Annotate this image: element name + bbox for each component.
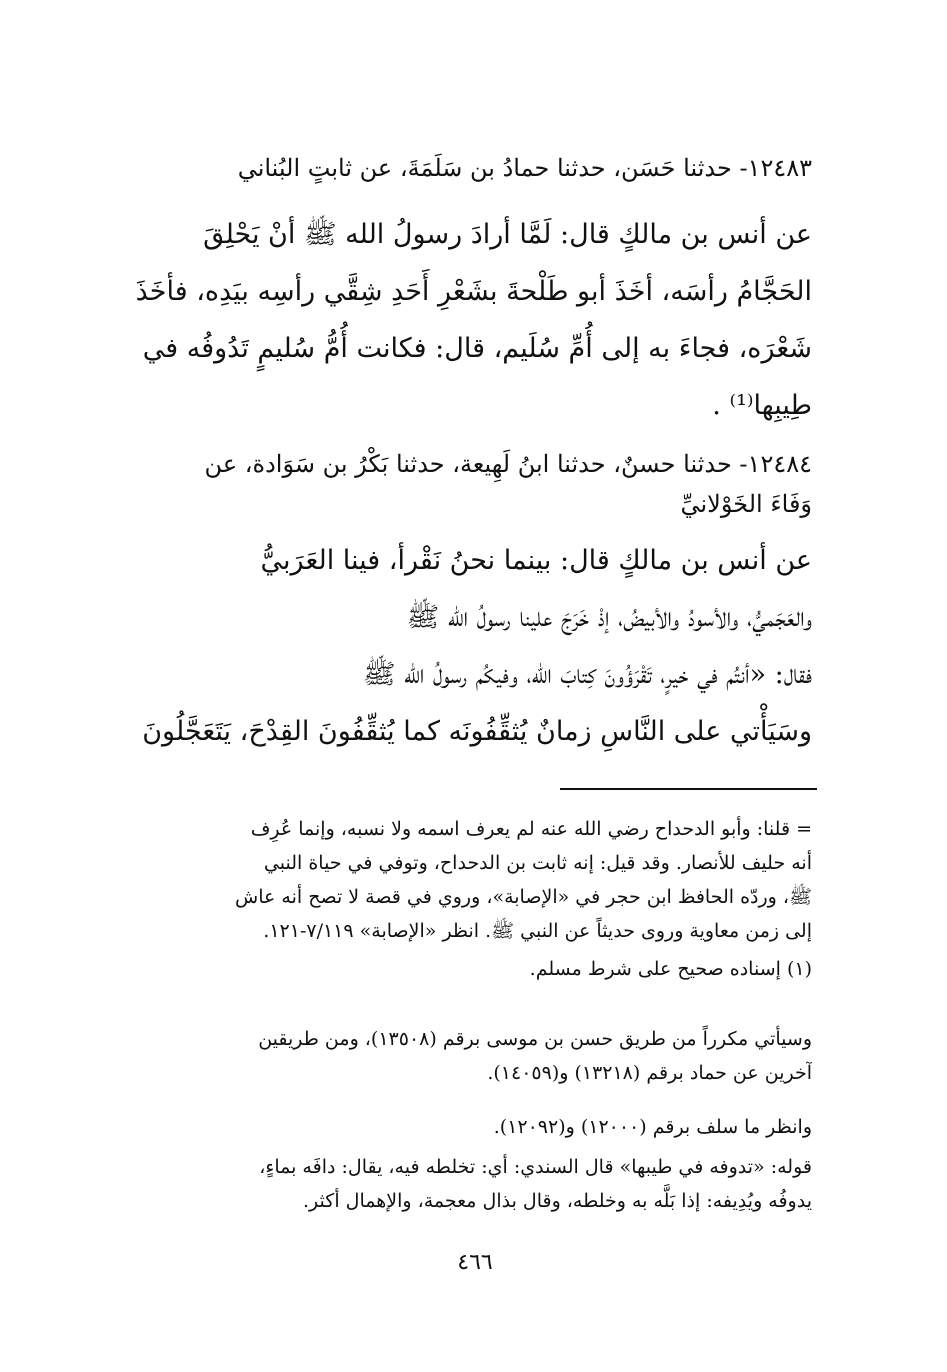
isnad-line: ١٢٤٨٤- حدثنا حسنٌ، حدثنا ابنُ لَهِيعة، حدثنا بَكْرُ بن سَوَادة، عن [204,450,812,478]
matn-line: فقال: «أنتُم في خيرٍ، تَقْرَؤُونَ كِتابَ الله، وفيكُم رسولُ الله ﷺ [362,659,812,690]
footnote-gloss [100,1150,812,1218]
matn-line: طِيبِها⁽¹⁾ . [712,390,812,421]
hadith-12484-isnad [100,444,812,524]
footnote-see-also [100,1110,812,1144]
isnad-line: ١٢٤٨٣- حدثنا حَسَن، حدثنا حمادُ بن سَلَمَةَ، عن ثابتٍ البُناني [237,154,812,182]
isnad-line: وَفَاءَ الخَوْلانيِّ [680,490,812,518]
matn-line: والعَجَميُّ، والأسودُ والأبيضُ، إذْ خَرَجَ علينا رسولُ الله ﷺ [406,602,812,633]
matn-line: شَعْرَه، فجاءَ به إلى أُمِّ سُلَيم، قال: فكانت أُمُّ سُليمٍ تَدُوفُه في [142,333,812,364]
matn-line: الحَجَّامُ رأسَه، أخَذَ أبو طَلْحةَ بشَعْرِ أَحَدِ شِقَّي رأسِه بيَدِه، فأخَذَ [135,276,812,307]
footnote-line: وانظر ما سلف برقم (١٢٠٠٠) و(١٢٠٩٢). [493,1116,812,1138]
footnote-repeat [100,1022,812,1090]
footnote-line: قوله: «تدوفه في طيبها» قال السندي: أي: تخلطه فيه، يقال: دافَه بماءٍ، [259,1156,812,1178]
hadith-12483-isnad [100,148,812,188]
footnote-line: إلى زمن معاوية وروى حديثاً عن النبي ﷺ. انظر «الإصابة» ٧/١١٩-١٢١. [263,920,812,942]
matn-line: عن أنس بن مالكٍ قال: بينما نحنُ نَقْرأ، فينا العَرَبيُّ [260,545,812,576]
footnote-separator [560,788,817,790]
footnote-line: = قلنا: وأبو الدحداح رضي الله عنه لم يعرف اسمه ولا نسبه، وإنما عُرِف [250,818,812,840]
footnote-line: ﷺ، وردّه الحافظ ابن حجر في «الإصابة»، وروي في قصة لا تصح أنه عاش [235,886,812,908]
footnote-1 [100,952,812,986]
footnote-line: وسيأتي مكرراً من طريق حسن بن موسى برقم (١٣٥٠٨)، ومن طريقين [258,1028,812,1050]
footnote-continuation [100,812,812,948]
footnote-line: يدوفُه ويُدِيفه: إذا بَلَّه به وخلطه، وقال بذال معجمة، والإهمال أكثر. [303,1190,812,1212]
matn-line: عن أنس بن مالكٍ قال: لَمَّا أرادَ رسولُ الله ﷺ أنْ يَحْلِقَ [203,219,812,250]
page-number: ٤٦٦ [457,1250,493,1275]
matn-line: وسَيَأْتي على النَّاسِ زمانٌ يُثقِّفُونَه كما يُثقِّفُونَ القِدْحَ، يَتَعَجَّلُونَ [142,716,812,747]
footnote-line: آخرين عن حماد برقم (١٣٢١٨) و(١٤٠٥٩). [487,1062,812,1084]
footnote-line: (١) إسناده صحيح على شرط مسلم. [529,958,812,980]
footnote-line: أنه حليف للأنصار. وقد قيل: إنه ثابت بن الدحداح، وتوفي في حياة النبي [263,852,812,874]
hadith-12484-matn [100,532,812,760]
hadith-12483-matn [100,206,812,434]
